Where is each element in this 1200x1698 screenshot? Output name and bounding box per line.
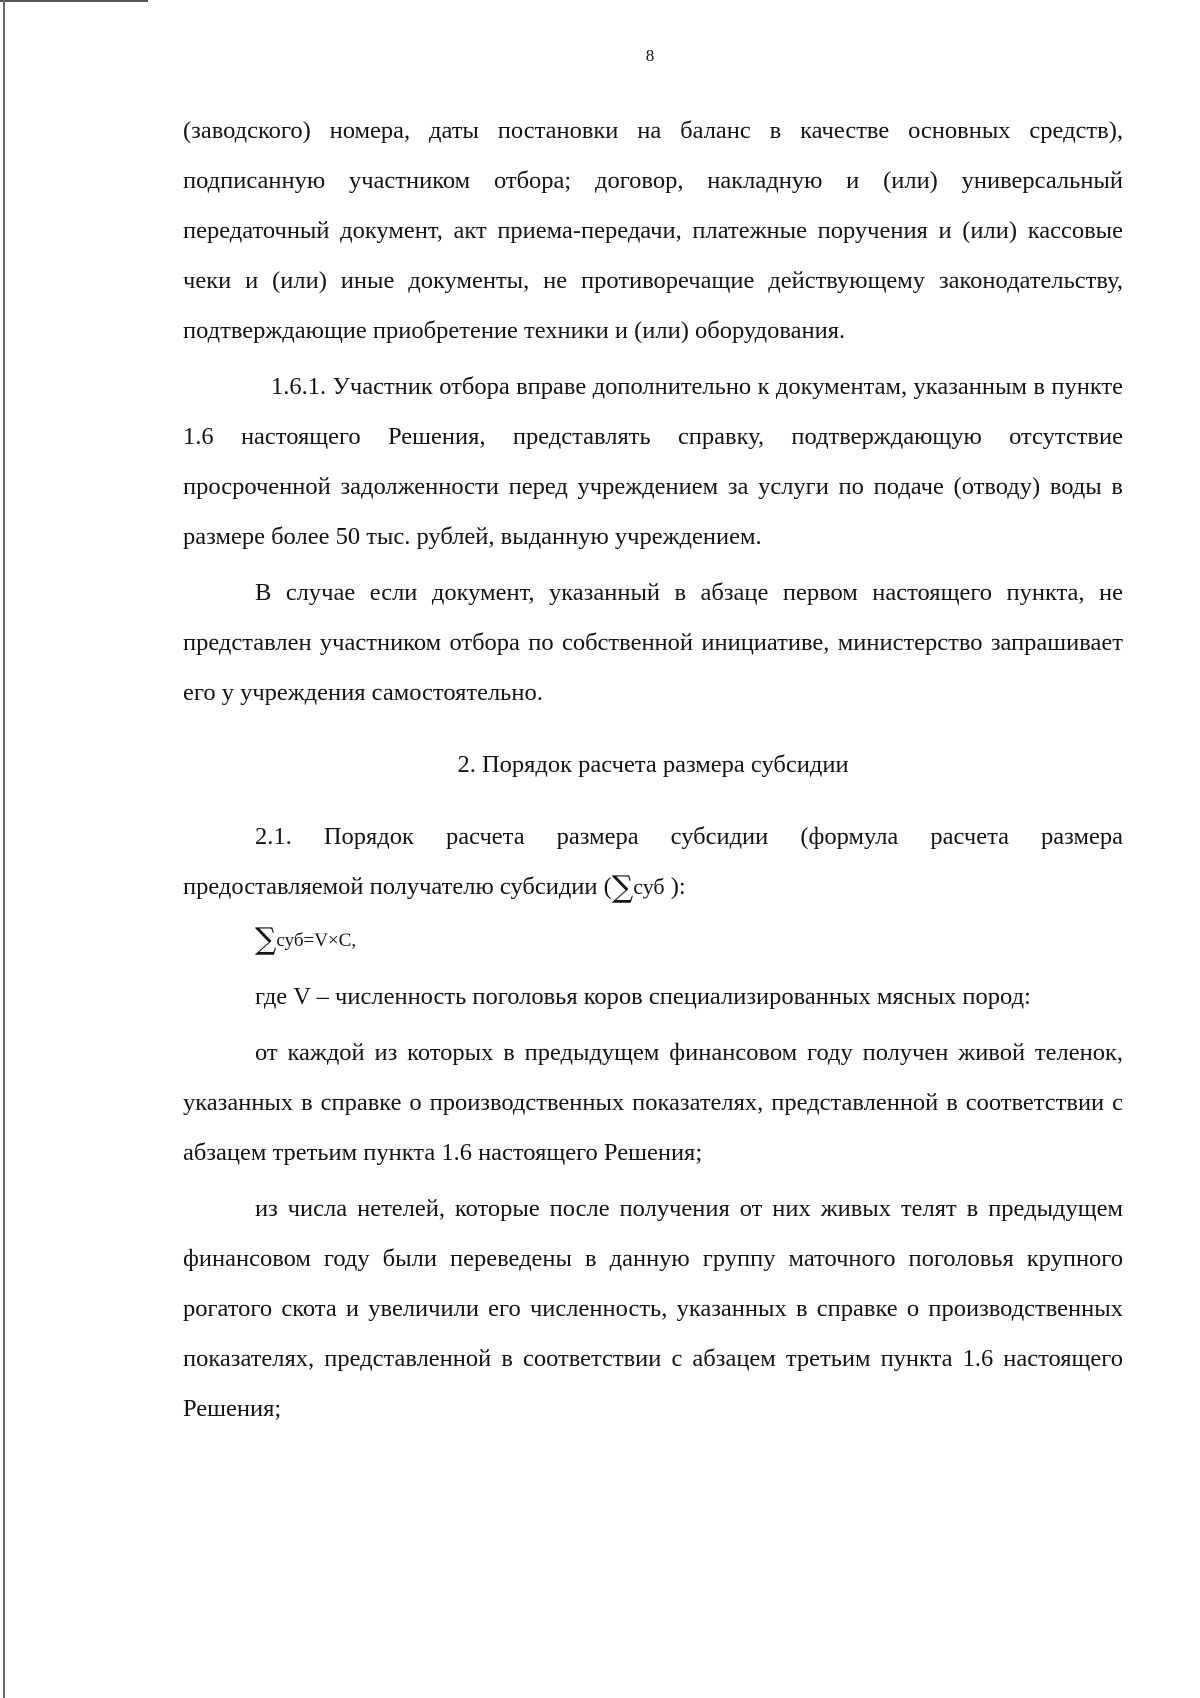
paragraph-2-1 <box>183 812 1123 912</box>
sum-symbol: ∑ <box>611 870 634 905</box>
scan-edge-left <box>3 0 5 1698</box>
page-number: 8 <box>645 46 655 65</box>
scan-edge-top <box>0 0 148 2</box>
formula-text: суб=V×C, <box>276 930 357 951</box>
document-body <box>183 106 1123 1434</box>
paragraph-heifers: из числа нетелей, которые после получения от них живых телят в предыдущем финансовом году были переведены в данную группу маточного поголовья крупного рогатого скота и увеличили его численность, указанных в справке о производственных показателях, представленной в соответствии с абзацем третьим пункта 1.6 настоящего Решения; <box>183 1195 1123 1422</box>
paragraph-live-calf: от каждой из которых в предыдущем финансовом году получен живой теленок, указанных в справке о производственных показателях, представленной в соответствии с абзацем третьим пункта 1.6 настоящего Решения; <box>183 1039 1123 1166</box>
formula <box>183 916 1123 966</box>
paragraph-1-6-1: 1.6.1. Участник отбора вправе дополнительно к документам, указанным в пункте 1.6 настоящего Решения, представлять справку, подтверждающую отсутствие просроченной задолженности перед учреждением за услуги по подаче (отводу) воды в размере более 50 тыс. рублей, выданную учреждением. <box>183 373 1123 550</box>
paragraph-2-1-text: 2.1. Порядок расчета размера субсидии (формула расчета размера предоставляемой получателю субсидии ( <box>183 823 1123 900</box>
paragraph-continuation: (заводского) номера, даты постановки на баланс в качестве основных средств), подписанную участником отбора; договор, накладную и (или) универсальный передаточный документ, акт приема-передачи, платежные поручения и (или) кассовые чеки и (или) иные документы, не противоречащие действующему законодательству, подтверждающие приобретение техники и (или) оборудования. <box>183 117 1123 344</box>
paragraph-2-1-end: ): <box>670 873 686 900</box>
paragraph-request-case: В случае если документ, указанный в абзаце первом настоящего пункта, не представлен участником отбора по собственной инициативе, министерство запрашивает его у учреждения самостоятельно. <box>183 579 1123 706</box>
subsidy-symbol: суб <box>633 874 665 899</box>
section-heading: 2. Порядок расчета размера субсидии <box>457 751 849 778</box>
paragraph-definition-v: где V – численность поголовья коров специализированных мясных пород: <box>255 983 1031 1010</box>
formula-sum-symbol: ∑ <box>255 922 277 957</box>
